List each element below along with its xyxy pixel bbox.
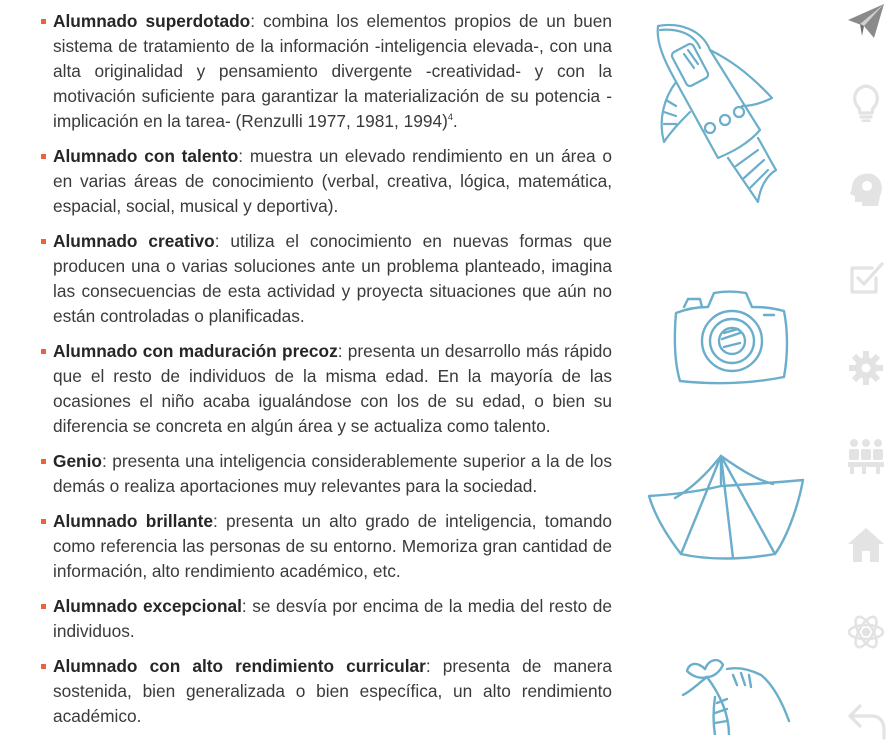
list-item [40, 9, 612, 134]
lightbulb-icon[interactable] [846, 82, 886, 122]
people-icon[interactable] [846, 436, 886, 476]
bullet [41, 664, 46, 669]
side-navigation [838, 0, 893, 735]
paper-boat-illustration [645, 450, 810, 565]
term: Alumnado con alto rendimiento curricular [53, 656, 426, 676]
term: Alumnado con maduración precoz [53, 341, 338, 361]
gear-icon[interactable] [846, 348, 886, 388]
bullet [41, 19, 46, 24]
back-arrow-icon[interactable] [846, 700, 886, 740]
term: Alumnado superdotado [53, 11, 251, 31]
hand-illustration [675, 655, 795, 735]
definition: : presenta de manera sostenida, bien generalizada o bien específica, un alto rendimiento académico. [53, 656, 612, 726]
bullet [41, 519, 46, 524]
definition: : se desvía por encima de la media del resto de individuos. [53, 596, 612, 641]
definition: : utiliza el conocimiento en nuevas formas que producen una o varias soluciones ante un problema planteado, imagina las consecuencias de esta actividad y proyecta situaciones que aún no están controladas o planificadas. [53, 231, 612, 326]
term: Alumnado brillante [53, 511, 213, 531]
list-item [40, 509, 612, 584]
camera-illustration [668, 285, 793, 390]
list-item [40, 594, 612, 644]
bullet [41, 349, 46, 354]
definition: : presenta un desarrollo más rápido que el resto de individuos de la misma edad. En la mayoría de las ocasiones el niño acaba igualándose con los de su edad, o bien su diferencia se concreta en algún área y se actualiza como talento. [53, 341, 612, 436]
atom-icon[interactable] [846, 612, 886, 652]
bullet [41, 604, 46, 609]
head-icon[interactable] [846, 170, 886, 210]
bullet [41, 459, 46, 464]
term: Alumnado con talento [53, 146, 239, 166]
definition: : presenta una inteligencia considerablemente superior a la de los demás o realiza aportaciones muy relevantes para la sociedad. [53, 451, 612, 496]
bullet [41, 239, 46, 244]
term: Alumnado creativo [53, 231, 215, 251]
paper-plane-icon[interactable] [846, 2, 886, 42]
list-item [40, 449, 612, 499]
term: Alumnado excepcional [53, 596, 242, 616]
definition: : muestra un elevado rendimiento en un área o en varias áreas de conocimiento (verbal, creativa, lógica, matemática, espacial, social, musical y deportiva). [53, 146, 612, 216]
bullet [41, 154, 46, 159]
footnote-ref[interactable]: 4 [447, 112, 453, 123]
home-icon[interactable] [846, 524, 886, 564]
rocket-illustration [650, 20, 790, 210]
definition: : presenta un alto grado de inteligencia, tomando como referencia las personas de su entorno. Memoriza gran cantidad de información, alto rendimiento académico, etc. [53, 511, 612, 581]
list-item [40, 654, 612, 729]
list-item [40, 229, 612, 329]
punctuation: . [452, 111, 458, 131]
term: Genio [53, 451, 102, 471]
list-item [40, 144, 612, 219]
list-item [40, 339, 612, 439]
definition-list [40, 9, 612, 739]
checkbox-icon[interactable] [846, 258, 886, 298]
definition: : combina los elementos propios de un buen sistema de tratamiento de la información -inteligencia elevada-, con una alta originalidad y pensamiento divergente -creatividad- y con la motivación suficiente para garantizar la materialización de su potencia -implicación en la tarea- (Renzulli 1977, 1981, 1994) [53, 11, 613, 131]
